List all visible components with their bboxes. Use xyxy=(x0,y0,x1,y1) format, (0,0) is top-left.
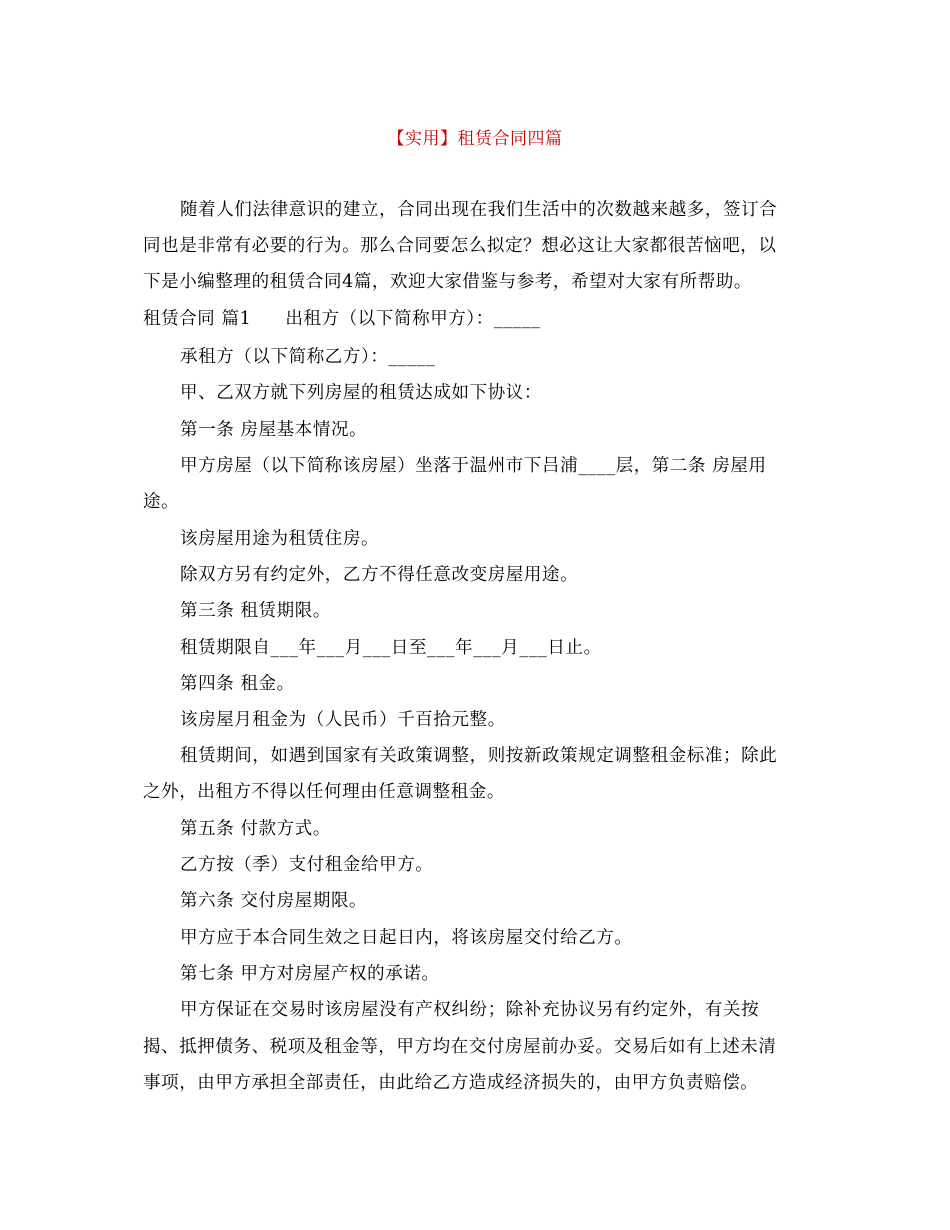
paragraph-line: 揭、抵押债务、税项及租金等，甲方均在交付房屋前办妥。交易后如有上述未清 xyxy=(143,1037,777,1057)
clause-heading: 第六条 交付房屋期限。 xyxy=(180,891,368,911)
paragraph-line: 途。 xyxy=(143,492,180,512)
paragraph-line: 甲方房屋（以下简称该房屋）坐落于温州市下吕浦____层，第二条 房屋用 xyxy=(180,456,767,476)
paragraph-line: 该房屋月租金为（人民币）千百拾元整。 xyxy=(180,710,506,730)
paragraph-line: 同也是非常有必要的行为。那么合同要怎么拟定？想必这让大家都很苦恼吧，以 xyxy=(143,236,777,256)
paragraph-line: 承租方（以下简称乙方）：_____ xyxy=(180,347,436,367)
paragraph-line: 除双方另有约定外，乙方不得任意改变房屋用途。 xyxy=(180,565,579,585)
paragraph-line: 甲方应于本合同生效之日起日内，将该房屋交付给乙方。 xyxy=(180,928,633,948)
paragraph-line: 甲、乙双方就下列房屋的租赁达成如下协议： xyxy=(180,383,542,403)
paragraph-line: 随着人们法律意识的建立，合同出现在我们生活中的次数越来越多，签订合 xyxy=(180,200,778,220)
section-heading-line xyxy=(143,305,541,330)
paragraph-line: 甲方保证在交易时该房屋没有产权纠纷；除补充协议另有约定外，有关按 xyxy=(180,1000,760,1020)
paragraph-line: 下是小编整理的租赁合同4篇，欢迎大家借鉴与参考，希望对大家有所帮助。 xyxy=(143,272,753,292)
clause-heading: 第四条 租金。 xyxy=(180,674,295,694)
paragraph-line: 该房屋用途为租赁住房。 xyxy=(180,529,380,549)
clause-heading: 第五条 付款方式。 xyxy=(180,819,331,839)
paragraph-line: 租赁期限自___年___月___日至___年___月___日止。 xyxy=(180,638,602,658)
document-title: 【实用】租赁合同四篇 xyxy=(387,129,563,149)
paragraph-line: 乙方按（季）支付租金给甲方。 xyxy=(180,855,434,875)
clause-heading: 第七条 甲方对房屋产权的承诺。 xyxy=(180,964,440,984)
paragraph-text: 出租方（以下简称甲方）：_____ xyxy=(285,309,541,329)
paragraph-line: 租赁期间，如遇到国家有关政策调整，则按新政策规定调整租金标准；除此 xyxy=(180,746,778,766)
clause-heading: 第一条 房屋基本情况。 xyxy=(180,420,368,440)
section-heading: 租赁合同 篇1 xyxy=(143,309,252,329)
paragraph-line: 之外，出租方不得以任何理由任意调整租金。 xyxy=(143,782,505,802)
clause-heading: 第三条 租赁期限。 xyxy=(180,601,331,621)
paragraph-line: 事项，由甲方承担全部责任，由此给乙方造成经济损失的，由甲方负责赔偿。 xyxy=(143,1073,759,1093)
